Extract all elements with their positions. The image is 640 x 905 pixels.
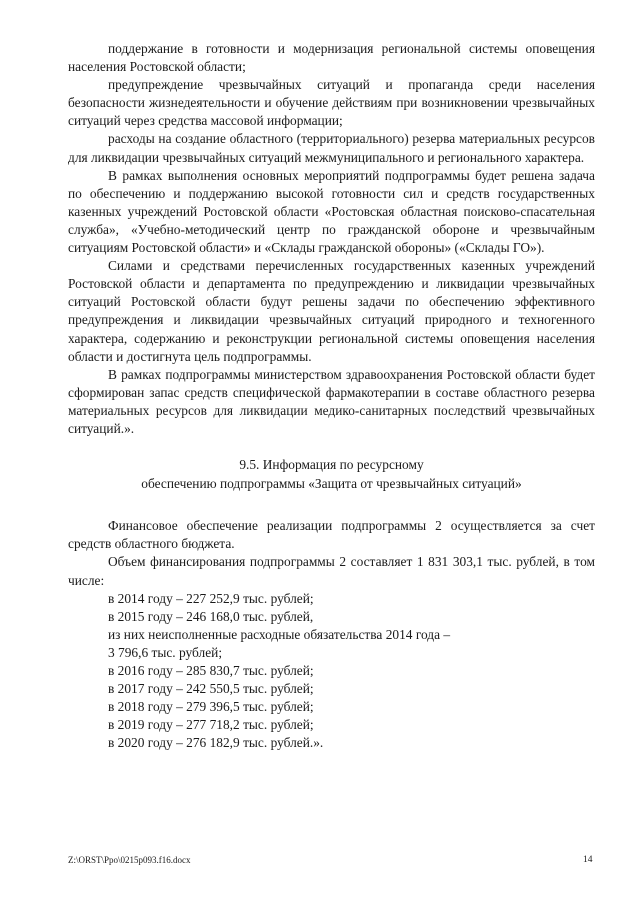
funding-line-2018: в 2018 году – 279 396,5 тыс. рублей; — [108, 699, 314, 715]
section-heading — [68, 456, 595, 493]
funding-line-2020: в 2020 году – 276 182,9 тыс. рублей.». — [108, 735, 324, 751]
paragraph-reserve-expenses: расходы на создание областного (территориального) резерва материальных ресурсов для ликвидации чрезвычайных ситуаций межмуниципального и регионального характера. — [68, 131, 595, 165]
paragraph-emergency-prevention: предупреждение чрезвычайных ситуаций и пропаганда среди населения безопасности жизнедеятельности и обучение действиям при возникновении чрезвычайных ситуаций через средства массовой информации; — [68, 77, 595, 129]
funding-line-2017: в 2017 году – 242 550,5 тыс. рублей; — [108, 681, 314, 697]
funding-line-unfulfilled-obligations: из них неисполненные расходные обязательства 2014 года – — [108, 626, 451, 642]
paragraph-health-ministry: В рамках подпрограммы министерством здравоохранения Ростовской области будет сформирован запас средств специфической фармакотерапии в составе областного резерва материальных ресурсов для ликвидации медико-санитарных последствий чрезвычайных ситуаций.». — [68, 366, 595, 436]
footer-page-number: 14 — [583, 855, 593, 865]
footer-file-path: Z:\ORST\Ppo\0215p093.f16.docx — [68, 855, 191, 865]
document-page — [68, 40, 595, 752]
paragraph-main-activities: В рамках выполнения основных мероприятий подпрограммы будет решена задача по обеспечению и поддержанию высокой готовности сил и средств государственных казенных учреждений Ростовской области «Ростовская областная поисково-спасательная служба», «Учебно-методический центр по гражданской обороне и чрезвычайным ситуациям Ростовской области» и «Склады гражданской обороны» («Склады ГО»). — [68, 167, 595, 256]
funding-line-2014: в 2014 году – 227 252,9 тыс. рублей; — [108, 590, 314, 606]
funding-line-2016: в 2016 году – 285 830,7 тыс. рублей; — [108, 663, 314, 678]
section-heading-line-2: обеспечению подпрограммы «Защита от чрезвычайных ситуаций» — [141, 475, 522, 491]
funding-line-2019: в 2019 году – 277 718,2 тыс. рублей; — [108, 717, 314, 733]
funding-list — [68, 590, 595, 753]
funding-line-unfulfilled-amount: 3 796,6 тыс. рублей; — [108, 644, 223, 660]
paragraph-forces-and-means: Силами и средствами перечисленных государственных казенных учреждений Ростовской области и департамента по предупреждению и ликвидации чрезвычайных ситуаций Ростовской области будут решены задачи по обеспечению эффективного предупреждения и ликвидации чрезвычайных ситуаций природного и техногенного характера, содержанию и реконструкции региональной системы оповещения населения области и достигнута цель подпрограммы. — [68, 258, 595, 364]
paragraph-financing-source: Финансовое обеспечение реализации подпрограммы 2 осуществляется за счет средств областного бюджета. — [68, 518, 595, 552]
section-heading-line-1: 9.5. Информация по ресурсному — [239, 457, 424, 473]
funding-line-2015: в 2015 году – 246 168,0 тыс. рублей, — [108, 608, 314, 624]
paragraph-financing-total: Объем финансирования подпрограммы 2 составляет 1 831 303,1 тыс. рублей, в том числе: — [68, 554, 595, 588]
paragraph-notification-system: поддержание в готовности и модернизация региональной системы оповещения населения Ростовской области; — [68, 41, 595, 75]
